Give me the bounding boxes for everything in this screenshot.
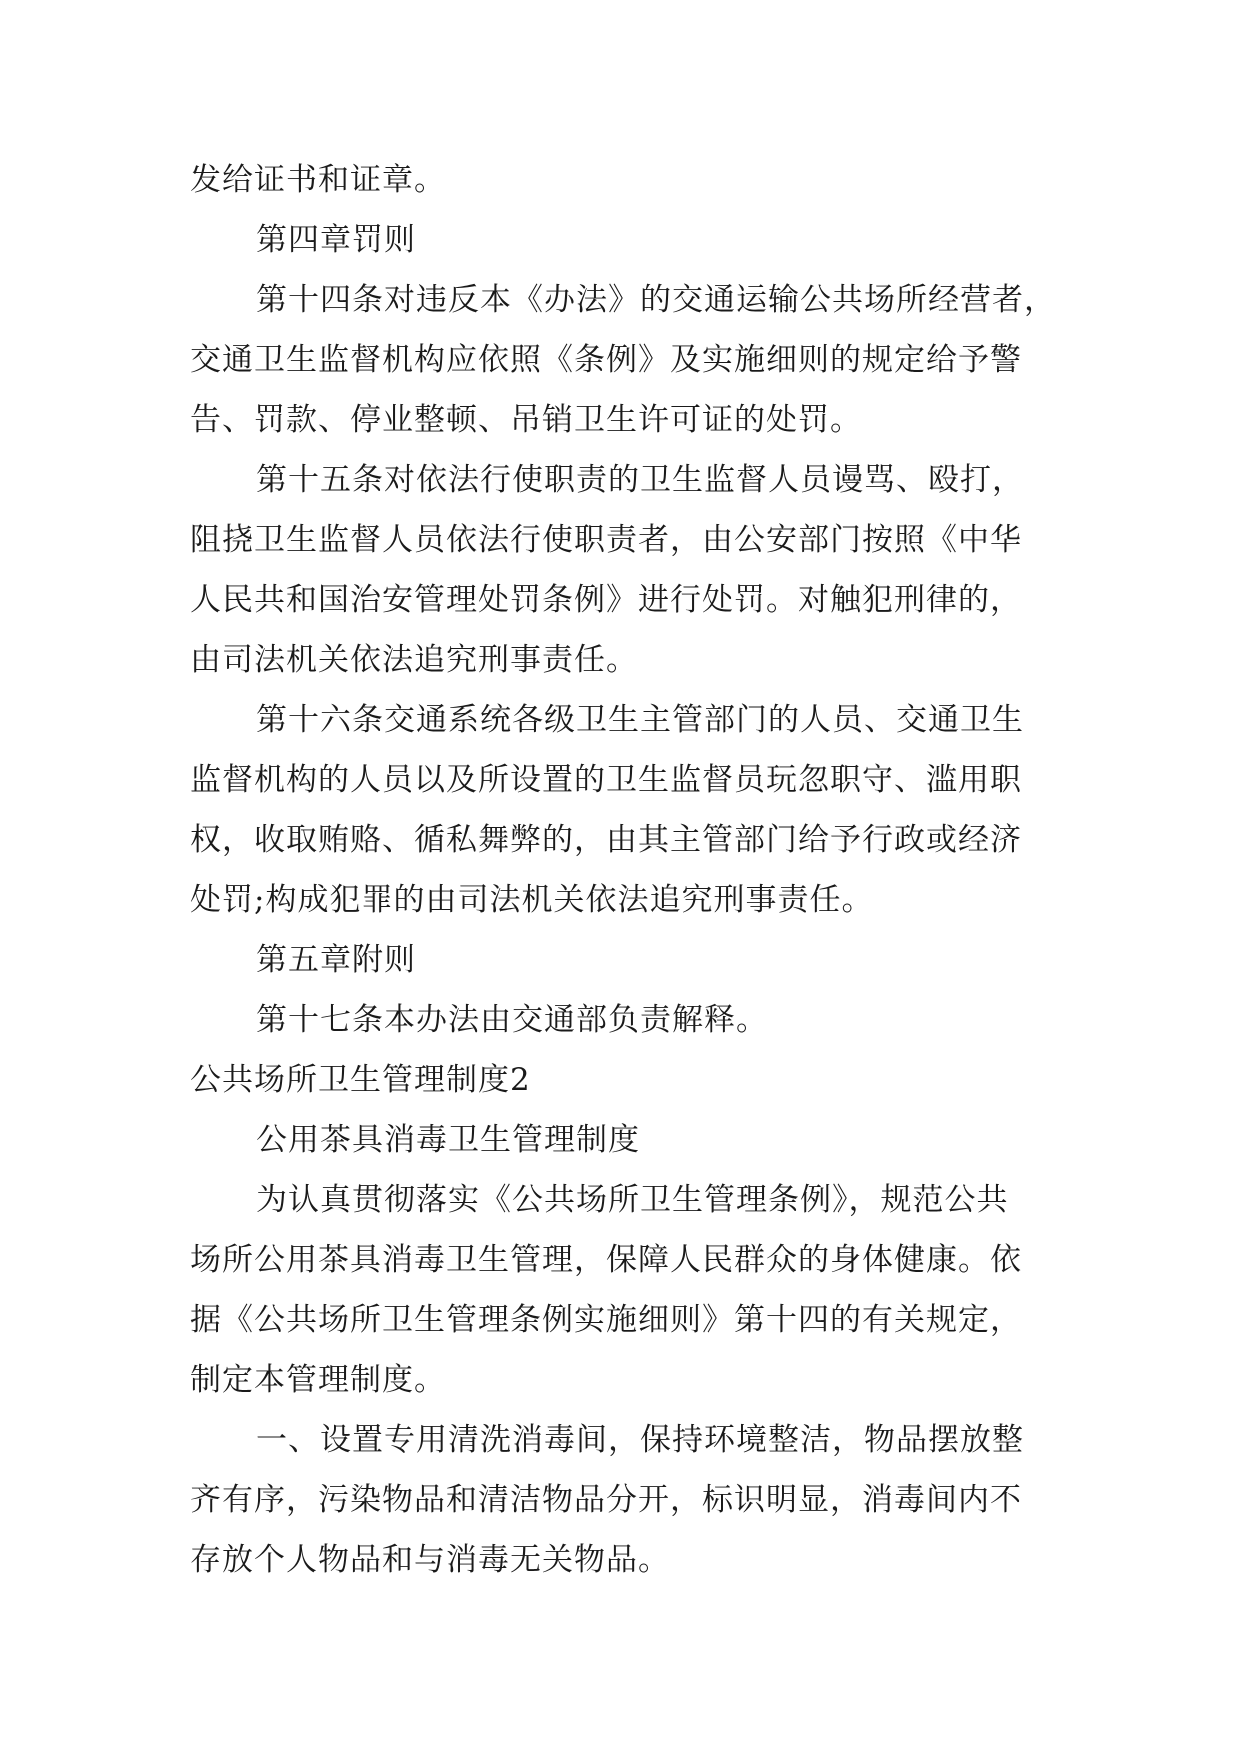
text-line: 阻挠卫生监督人员依法行使职责者，由公安部门按照《中华 xyxy=(190,522,1022,558)
text-line: 为认真贯彻落实《公共场所卫生管理条例》，规范公共 xyxy=(256,1182,1009,1218)
text-line: 交通卫生监督机构应依照《条例》及实施细则的规定给予警 xyxy=(190,342,1022,378)
section-title: 公共场所卫生管理制度2 xyxy=(190,1062,531,1098)
text-line: 处罚;构成犯罪的由司法机关依法追究刑事责任。 xyxy=(190,882,874,918)
document-page xyxy=(190,150,1070,1590)
text-line: 第十五条对依法行使职责的卫生监督人员谩骂、殴打， xyxy=(256,462,1024,498)
text-line: 告、罚款、停业整顿、吊销卫生许可证的处罚。 xyxy=(190,402,862,438)
text-line: 人民共和国治安管理处罚条例》进行处罚。对触犯刑律的， xyxy=(190,582,1022,618)
text-line: 发给证书和证章。 xyxy=(190,162,446,198)
text-line: 制定本管理制度。 xyxy=(190,1362,446,1398)
text-line: 一、设置专用清洗消毒间，保持环境整洁，物品摆放整 xyxy=(256,1422,1024,1458)
chapter-heading: 第四章罚则 xyxy=(256,222,416,258)
text-line: 场所公用茶具消毒卫生管理，保障人民群众的身体健康。依 xyxy=(190,1242,1022,1278)
chapter-heading: 第五章附则 xyxy=(256,942,416,978)
text-line: 齐有序，污染物品和清洁物品分开，标识明显，消毒间内不 xyxy=(190,1482,1022,1518)
text-line: 据《公共场所卫生管理条例实施细则》第十四的有关规定， xyxy=(190,1302,1022,1338)
text-line: 第十六条交通系统各级卫生主管部门的人员、交通卫生 xyxy=(256,702,1024,738)
text-line: 第十四条对违反本《办法》的交通运输公共场所经营者， xyxy=(256,282,1056,318)
text-line: 由司法机关依法追究刑事责任。 xyxy=(190,642,638,678)
text-line: 监督机构的人员以及所设置的卫生监督员玩忽职守、滥用职 xyxy=(190,762,1022,798)
subsection-title: 公用茶具消毒卫生管理制度 xyxy=(256,1122,640,1158)
text-line: 权，收取贿赂、循私舞弊的，由其主管部门给予行政或经济 xyxy=(190,822,1022,858)
text-line: 存放个人物品和与消毒无关物品。 xyxy=(190,1542,670,1578)
text-line: 第十七条本办法由交通部负责解释。 xyxy=(256,1002,768,1038)
